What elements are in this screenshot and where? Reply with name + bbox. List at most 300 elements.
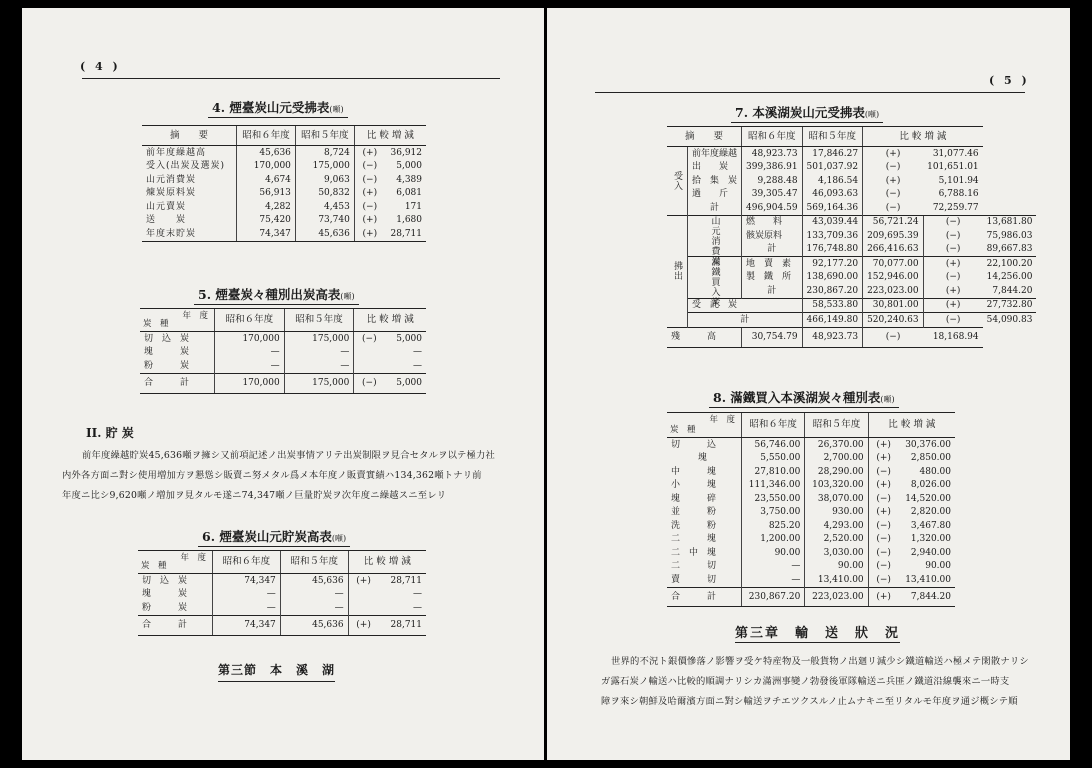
- row-label: 送 炭: [146, 215, 187, 226]
- row-label: 年度末貯炭: [142, 227, 237, 241]
- row-label: 受 託 炭: [688, 298, 803, 313]
- value-showa5: 26,370.00: [805, 438, 868, 452]
- value-showa6: 90.00: [742, 546, 805, 560]
- col-header: 昭和６年度: [213, 551, 281, 574]
- value-showa6: 39,305.47: [742, 188, 803, 202]
- diff-value: 3,467.80: [910, 520, 951, 531]
- right-page: [547, 8, 1070, 760]
- diff-value: 30,376.00: [905, 439, 951, 450]
- diff-sign: (+): [348, 615, 379, 635]
- table-row: [667, 546, 955, 560]
- diff-value: 28,711: [385, 227, 426, 241]
- diff-sign: (−): [868, 573, 899, 587]
- table-row: [138, 601, 426, 615]
- value-showa5: —: [284, 346, 354, 360]
- col-header: 比 較 増 減: [868, 413, 955, 438]
- col-header: 昭和６年度: [237, 126, 296, 146]
- table-row: [667, 533, 955, 547]
- value-showa6: 825.20: [742, 519, 805, 533]
- table-row: [667, 147, 1036, 161]
- diff-sign: (−): [354, 200, 385, 214]
- diff-sign: [348, 588, 379, 602]
- diff-value: 7,844.20: [899, 587, 955, 606]
- value-showa5: 501,037.92: [802, 161, 863, 175]
- table-row: [667, 573, 955, 587]
- table-7: [667, 126, 1036, 348]
- row-label: 計: [767, 244, 777, 255]
- table-row: [667, 560, 955, 574]
- diff-value: —: [413, 360, 422, 371]
- value-showa5: 9,063: [295, 173, 354, 187]
- value-showa6: —: [215, 359, 285, 373]
- corner-top: 年 度: [182, 311, 208, 321]
- table-row: [667, 313, 1036, 328]
- value-showa5: 2,520.00: [805, 533, 868, 547]
- table-row: [667, 174, 1036, 188]
- diff-sign: (−): [354, 173, 385, 187]
- chapter-3-heading: 第三章 輸 送 狀 況: [735, 622, 900, 643]
- diff-value: 8,026.00: [910, 480, 951, 491]
- diff-value: 36,912: [390, 147, 422, 158]
- value-showa6: 4,674: [237, 173, 296, 187]
- table-row: [138, 588, 426, 602]
- diff-value: 171: [404, 201, 422, 212]
- value-showa6: 5,550.00: [742, 452, 805, 466]
- col-header: 昭和５年度: [280, 551, 348, 574]
- diff-sign: (−): [923, 215, 983, 229]
- row-label: 二 塊: [671, 534, 717, 545]
- paragraph-line: 障ヲ來シ朝鮮及哈爾濱方面ニ對シ輸送ヲチエツクスルノ止ムナキニ至リタルモ年度ヲ通ジ概シテ順: [601, 696, 1018, 707]
- row-label-remain-prefix: 殘 高: [667, 327, 742, 347]
- value-showa6: 230,867.20: [742, 587, 805, 606]
- table-row: [667, 327, 1036, 347]
- diff-value: 54,090.83: [983, 313, 1037, 328]
- diff-sign: (−): [354, 160, 385, 174]
- col-header: 昭和５年度: [295, 126, 354, 146]
- diff-sign: (−): [923, 243, 983, 257]
- value-showa5: 46,093.63: [802, 188, 863, 202]
- row-label: 並 粉: [671, 507, 717, 518]
- corner-top: 年 度: [180, 553, 206, 563]
- col-header: 比 較 増 減: [354, 126, 426, 146]
- value-showa5: 30,801.00: [863, 298, 924, 313]
- value-showa5: 3,030.00: [805, 546, 868, 560]
- corner-header: [667, 413, 742, 438]
- section-heading: II. 貯 炭: [86, 426, 134, 440]
- paragraph-line: 世界的不況ト銀價慘落ノ影響ヲ受ケ特産物及一般貨物ノ出廻リ減少シ鐵道輸送ハ極メテ閑散ナリシ: [611, 656, 1029, 667]
- corner-bottom: 炭 種: [143, 319, 169, 329]
- diff-value: 480.00: [919, 466, 951, 477]
- value-showa6: —: [215, 346, 285, 360]
- paragraph: [62, 446, 495, 506]
- table-row: [142, 214, 426, 228]
- diff-sign: (+): [868, 506, 899, 520]
- diff-value: 90.00: [925, 561, 951, 572]
- row-label: 切 込 炭: [144, 333, 190, 344]
- value-showa5: 13,410.00: [805, 573, 868, 587]
- row-label: 出 炭: [692, 162, 729, 173]
- row-label: 骸炭原料: [746, 230, 783, 241]
- diff-sign: (−): [863, 201, 924, 215]
- col-header: 昭和５年度: [802, 127, 863, 147]
- diff-value: 75,986.03: [986, 230, 1033, 241]
- diff-value: 18,168.94: [923, 327, 983, 347]
- diff-sign: (+): [354, 146, 385, 160]
- table-row: [142, 187, 426, 201]
- value-showa5: 175,000: [295, 160, 354, 174]
- value-showa5: 223,023.00: [805, 587, 868, 606]
- value-showa5: 38,070.00: [805, 492, 868, 506]
- diff-value: 28,711: [379, 615, 426, 635]
- row-label: 切 込: [671, 439, 717, 450]
- table-row: [667, 587, 955, 606]
- value-showa6: 9,288.48: [742, 174, 803, 188]
- diff-value: 72,259.77: [932, 202, 979, 213]
- table-row: [142, 227, 426, 241]
- value-showa6: —: [213, 601, 281, 615]
- row-label: 賣 切: [671, 574, 717, 585]
- diff-sign: (−): [868, 546, 899, 560]
- diff-value: 14,256.00: [986, 272, 1033, 283]
- value-showa6: 399,386.91: [742, 161, 803, 175]
- row-label: 拾 集 炭: [692, 175, 738, 186]
- col-header: 昭和６年度: [742, 413, 805, 438]
- value-showa6: 48,923.73: [742, 147, 803, 161]
- diff-sign: (−): [354, 332, 385, 346]
- value-showa6: 30,754.79: [742, 327, 803, 347]
- table-row: [667, 492, 955, 506]
- value-showa6: 170,000: [215, 373, 285, 393]
- paragraph-line: 前年度繰越貯炭45,636噸ヲ擁シ又前項記述ノ出炭事情アリテ出炭制限ヲ見合セタルヲ以テ極力社: [82, 450, 496, 461]
- diff-sign: (−): [868, 519, 899, 533]
- table-row: [142, 200, 426, 214]
- col-header: 昭和６年度: [742, 127, 803, 147]
- value-showa6: 92,177.20: [802, 257, 863, 271]
- col-header: 比 較 増 減: [348, 551, 426, 574]
- diff-sign: (+): [863, 174, 924, 188]
- value-showa5: 45,636: [280, 615, 348, 635]
- value-showa5: 4,186.54: [802, 174, 863, 188]
- corner-bottom: 炭 種: [141, 561, 167, 571]
- table-row: [667, 465, 955, 479]
- value-showa5: —: [280, 588, 348, 602]
- table-6-title: [198, 527, 350, 547]
- table-row: [667, 506, 955, 520]
- page-number: ( 5 ): [989, 74, 1030, 87]
- diff-value: 28,711: [390, 575, 422, 586]
- value-showa5: 209,695.39: [863, 229, 924, 243]
- value-showa6: 133,709.36: [802, 229, 863, 243]
- diff-sign: (+): [354, 187, 385, 201]
- value-showa5: 90.00: [805, 560, 868, 574]
- diff-sign: (−): [868, 560, 899, 574]
- diff-value: 6,788.16: [938, 189, 979, 200]
- col-header: 比 較 増 減: [354, 309, 426, 332]
- table-4-title: [208, 98, 348, 118]
- left-page: [22, 8, 544, 760]
- table-row: [667, 161, 1036, 175]
- header-rule: [595, 92, 1025, 93]
- diff-value: 7,844.20: [992, 285, 1033, 296]
- row-label: 燃 料: [742, 215, 803, 229]
- table-title-text: 8. 滿鐵買入本溪湖炭々種別表: [713, 390, 881, 405]
- value-showa6: 45,636: [237, 146, 296, 160]
- table-row: [140, 332, 426, 346]
- value-showa6: 230,867.20: [802, 284, 863, 298]
- value-showa5: 28,290.00: [805, 465, 868, 479]
- diff-sign: (−): [868, 492, 899, 506]
- diff-value: 1,680: [396, 215, 422, 226]
- table-row: [138, 574, 426, 588]
- diff-value: 5,000: [384, 373, 426, 393]
- value-showa5: 50,832: [295, 187, 354, 201]
- value-showa6: 27,810.00: [742, 465, 805, 479]
- value-showa6: 23,550.00: [742, 492, 805, 506]
- col-header: 摘 要: [667, 127, 742, 147]
- value-showa6: 58,533.80: [802, 298, 863, 313]
- value-showa5: 4,453: [295, 200, 354, 214]
- corner-header: [140, 309, 215, 332]
- unit-label: (噸): [340, 292, 355, 301]
- subgroup-label: 滿鐵買入炭: [688, 257, 742, 299]
- row-label: 塊: [671, 453, 708, 464]
- diff-value: 13,681.80: [983, 215, 1037, 229]
- value-showa6: 4,282: [237, 200, 296, 214]
- section-3-heading: 第三節 本 溪 湖: [218, 661, 335, 682]
- diff-sign: [354, 346, 385, 360]
- table-title-text: 7. 本溪湖炭山元受拂表: [735, 105, 865, 120]
- diff-value: 1,320.00: [910, 534, 951, 545]
- col-header: 昭和５年度: [805, 413, 868, 438]
- table-row: [667, 188, 1036, 202]
- row-label: 合 計: [140, 373, 215, 393]
- diff-value: 31,077.46: [932, 148, 979, 159]
- table-8: [667, 412, 955, 607]
- diff-sign: (+): [354, 227, 385, 241]
- diff-sign: (+): [863, 147, 924, 161]
- subgroup-label: 山元消費炭: [688, 215, 742, 257]
- value-showa5: 266,416.63: [863, 243, 924, 257]
- paragraph: [601, 652, 1029, 712]
- diff-value: 14,520.00: [905, 493, 951, 504]
- diff-sign: (−): [863, 327, 924, 347]
- row-label: 塊 炭: [142, 589, 188, 600]
- table-7-title: [731, 103, 883, 123]
- value-showa5: 70,077.00: [863, 257, 924, 271]
- row-label: 製 鐵 所: [746, 272, 792, 283]
- unit-label: (噸): [331, 534, 347, 543]
- diff-value: —: [413, 347, 422, 358]
- value-showa5: 930.00: [805, 506, 868, 520]
- row-label: 計: [767, 285, 777, 296]
- value-showa5: 45,636: [280, 574, 348, 588]
- value-showa5: —: [284, 359, 354, 373]
- value-showa6: —: [742, 560, 805, 574]
- row-label: 過 斤: [692, 189, 729, 200]
- corner-top: 年 度: [709, 415, 735, 425]
- diff-value: 101,651.01: [927, 162, 979, 173]
- row-label: 小 塊: [671, 480, 717, 491]
- value-showa5: 520,240.63: [863, 313, 924, 328]
- diff-sign: (+): [868, 479, 899, 493]
- value-showa6: 56,913: [237, 187, 296, 201]
- paragraph-line: ガ露石炭ノ輸送ハ比較的順調ナリシカ滿洲事變ノ勃發後軍隊輸送ニ兵匪ノ鐵道沿線襲來ニ一時支: [601, 676, 1010, 687]
- diff-value: 5,101.94: [938, 175, 979, 186]
- value-showa6: 138,690.00: [802, 271, 863, 285]
- diff-sign: (−): [923, 229, 983, 243]
- row-label: 二 切: [671, 561, 717, 572]
- value-showa6: —: [742, 573, 805, 587]
- row-label: 塊 碎: [671, 493, 717, 504]
- value-showa6: 111,346.00: [742, 479, 805, 493]
- table-row: [140, 359, 426, 373]
- table-row: [140, 346, 426, 360]
- diff-sign: (+): [923, 257, 983, 271]
- col-header: 摘 要: [142, 126, 237, 146]
- row-label: 山元賣炭: [146, 201, 187, 212]
- table-title-text: 5. 煙臺炭々種別出炭高表: [198, 287, 341, 302]
- diff-value: 89,667.83: [986, 244, 1033, 255]
- paragraph-line: 内外各方面ニ對シ使用増加方ヲ懇慫シ販賣ニ努メタル爲メ本年度ノ販賣實績ハ134,362噸トナリ前: [62, 470, 482, 481]
- diff-sign: [348, 601, 379, 615]
- row-label: 前年度繰越高: [146, 147, 207, 158]
- value-showa6: 75,420: [237, 214, 296, 228]
- value-showa6: 74,347: [213, 615, 281, 635]
- table-5: [140, 308, 426, 394]
- value-showa5: 175,000: [284, 373, 354, 393]
- diff-sign: (+): [348, 574, 379, 588]
- diff-sign: (+): [868, 587, 899, 606]
- value-showa5: 73,740: [295, 214, 354, 228]
- row-label: 切 込 炭: [142, 575, 188, 586]
- diff-value: 22,100.20: [983, 257, 1037, 271]
- value-showa5: 4,293.00: [805, 519, 868, 533]
- table-title-text: 4. 煙臺炭山元受拂表: [212, 100, 330, 115]
- row-label: 前年度繰越: [692, 148, 738, 159]
- row-label: 計: [710, 202, 720, 213]
- row-label: 粉 炭: [144, 360, 190, 371]
- row-label: 二 中 塊: [671, 547, 717, 558]
- diff-sign: (+): [923, 298, 983, 313]
- unit-label: (噸): [880, 395, 895, 404]
- value-showa6: 466,149.80: [802, 313, 863, 328]
- diff-sign: (+): [354, 214, 385, 228]
- col-header: 比 較 増 減: [863, 127, 983, 147]
- row-label: 粉 炭: [142, 602, 188, 613]
- diff-value: 2,820.00: [910, 507, 951, 518]
- diff-sign: (−): [923, 271, 983, 285]
- group-label-in: 受入: [667, 147, 688, 216]
- row-label: 計: [688, 313, 803, 328]
- diff-sign: (+): [868, 438, 899, 452]
- diff-sign: (+): [923, 284, 983, 298]
- row-label: 中 塊: [671, 466, 717, 477]
- table-row: [667, 519, 955, 533]
- diff-sign: (−): [354, 373, 385, 393]
- value-showa6: 74,347: [213, 574, 281, 588]
- value-showa6: 74,347: [237, 227, 296, 241]
- header-rule: [82, 78, 500, 79]
- table-6: [138, 550, 426, 636]
- value-showa5: 48,923.73: [802, 327, 863, 347]
- table-4: [142, 125, 426, 242]
- paragraph-line: 年度ニ比シ9,620噸ノ増加ヲ見タルモ遂ニ74,347噸ノ巨量貯炭ヲ次年度ニ繰越スニ至レリ: [62, 490, 447, 501]
- row-label: 煉炭原料炭: [146, 188, 197, 199]
- diff-value: 2,940.00: [910, 547, 951, 558]
- diff-sign: (−): [923, 313, 983, 328]
- value-showa6: 43,039.44: [802, 215, 863, 229]
- value-showa6: 56,746.00: [742, 438, 805, 452]
- unit-label: (噸): [329, 105, 344, 114]
- table-row: [140, 373, 426, 393]
- table-row: [667, 201, 1036, 215]
- diff-sign: (−): [863, 188, 924, 202]
- value-showa5: 175,000: [284, 332, 354, 346]
- diff-value: 13,410.00: [905, 574, 951, 585]
- diff-sign: (+): [868, 452, 899, 466]
- value-showa6: 3,750.00: [742, 506, 805, 520]
- diff-value: 6,081: [396, 188, 422, 199]
- table-row: [142, 146, 426, 160]
- col-header: 昭和６年度: [215, 309, 285, 332]
- diff-value: —: [413, 602, 422, 613]
- table-row: [142, 173, 426, 187]
- value-showa5: 152,946.00: [863, 271, 924, 285]
- diff-value: —: [413, 589, 422, 600]
- diff-value: 2,850.00: [910, 453, 951, 464]
- diff-value: 27,732.80: [983, 298, 1037, 313]
- diff-value: 4,389: [396, 174, 422, 185]
- row-label: 受入(出炭及選炭): [146, 161, 226, 172]
- corner-bottom: 炭 種: [670, 425, 696, 435]
- value-showa5: 17,846.27: [802, 147, 863, 161]
- row-label: 山元消費炭: [146, 174, 197, 185]
- row-label: 地 賣 素: [742, 257, 803, 271]
- table-row: [667, 479, 955, 493]
- value-showa5: —: [280, 601, 348, 615]
- value-showa6: 1,200.00: [742, 533, 805, 547]
- table-5-title: [194, 285, 359, 305]
- page-number: ( 4 ): [80, 60, 121, 73]
- value-showa5: 45,636: [295, 227, 354, 241]
- diff-value: 5,000: [396, 333, 422, 344]
- value-showa5: 56,721.24: [863, 215, 924, 229]
- value-showa5: 569,164.36: [802, 201, 863, 215]
- table-row: [142, 160, 426, 174]
- row-label: 合 計: [138, 615, 213, 635]
- diff-sign: [354, 359, 385, 373]
- table-row: [667, 438, 955, 452]
- table-row: [667, 298, 1036, 313]
- table-row: [138, 615, 426, 635]
- table-row: [667, 257, 1036, 271]
- value-showa6: 170,000: [237, 160, 296, 174]
- diff-sign: (−): [868, 533, 899, 547]
- col-header: 昭和５年度: [284, 309, 354, 332]
- value-showa5: 2,700.00: [805, 452, 868, 466]
- value-showa6: 170,000: [215, 332, 285, 346]
- value-showa6: —: [213, 588, 281, 602]
- value-showa6: 496,904.59: [742, 201, 803, 215]
- value-showa5: 103,320.00: [805, 479, 868, 493]
- table-row: [667, 215, 1036, 229]
- diff-sign: (−): [868, 465, 899, 479]
- value-showa5: 223,023.00: [863, 284, 924, 298]
- table-8-title: [709, 388, 899, 408]
- table-title-text: 6. 煙臺炭山元貯炭高表: [202, 529, 332, 544]
- row-label: 塊 炭: [144, 347, 190, 358]
- table-row: [667, 452, 955, 466]
